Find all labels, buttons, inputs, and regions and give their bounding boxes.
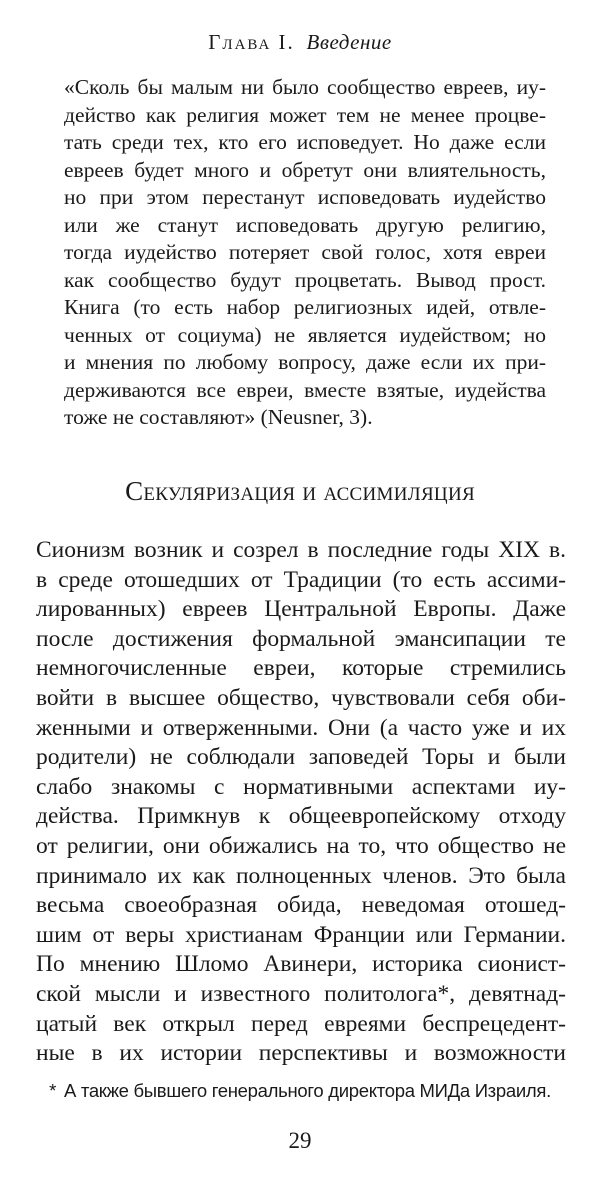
footnote-text: А также бывшего генерального директора МИДа Израиля. (63, 1080, 551, 1101)
body-line: немногочисленные евреи, которые стремились (36, 655, 566, 682)
body-line: ные в их истории перспективы и возможности (36, 1040, 566, 1067)
body-line: шим от веры христианам Франции или Германии. (36, 921, 566, 948)
body-line: действа. Примкнув к общеевропейскому отходу (36, 803, 566, 830)
body-line: весьма своеобразная обида, неведомая отошед- (36, 892, 566, 919)
chapter-title: Введение (306, 30, 392, 54)
body-line: родители) не соблюдали заповедей Торы и были (36, 744, 566, 771)
quote-line: действо как религия может тем не менее процве- (64, 102, 546, 127)
quote-line: Книга (то есть набор религиозных идей, отвле- (64, 295, 546, 319)
body-line: цатый век открыл перед евреями беспрецедент- (36, 1010, 566, 1037)
quote-line: ченных от социума) не является иудейством; но (64, 322, 546, 347)
body-line: войти в высшее общество, чувствовали себя оби- (36, 684, 566, 711)
body-line: По мнению Шломо Авинери, историка сионист- (36, 951, 566, 978)
page-number: 29 (288, 1128, 312, 1153)
quote-line: тать среди тех, кто его исповедует. Но даже если (64, 130, 546, 154)
quote-line: держиваются все евреи, вместе взятые, иудейства (64, 377, 546, 402)
quote-line: как сообщество будут процветать. Вывод прост. (64, 267, 546, 292)
body-line: женными и отверженными. Они (а часто уже и их (36, 714, 566, 741)
body-line: Сионизм возник и созрел в последние годы XIX в. (36, 537, 566, 563)
quote-line: евреев будет много и обретут они влиятельность, (64, 157, 546, 182)
body-line: лированных) евреев Центральной Европы. Даже (36, 596, 566, 623)
quote-line: и мнения по любому вопросу, даже если их при- (64, 350, 546, 374)
section-heading: Секуляризация и ассимиляция (125, 476, 475, 506)
quote-line: тоже не составляют» (Neusner, 3). (64, 405, 373, 429)
body-paragraph (36, 536, 566, 1069)
block-quote (64, 74, 546, 432)
chapter-label: Глава I. (208, 30, 295, 54)
body-line: ской мысли и известного политолога*, девятнад- (36, 980, 566, 1007)
body-line: от религии, они обижались на то, что общество не (36, 832, 566, 859)
quote-line: или же станут исповедовать другую религию, (64, 212, 546, 237)
footnote (0, 1080, 600, 1102)
quote-line: тогда иудейство потеряет свой голос, хотя евреи (64, 240, 546, 264)
quote-line: но при этом перестанут исповедовать иудейство (64, 185, 546, 209)
running-header (0, 30, 600, 55)
body-line: принимало их как полноценных членов. Это была (36, 862, 566, 889)
body-line: после достижения формальной эмансипации те (36, 625, 566, 652)
body-line: слабо знакомы с нормативными аспектами иу- (36, 773, 566, 800)
quote-line: «Сколь бы малым ни было сообщество евреев, иу- (64, 75, 546, 99)
body-line: в среде отошедших от Традиции (то есть ассими- (36, 566, 566, 593)
footnote-marker: * (49, 1080, 56, 1101)
